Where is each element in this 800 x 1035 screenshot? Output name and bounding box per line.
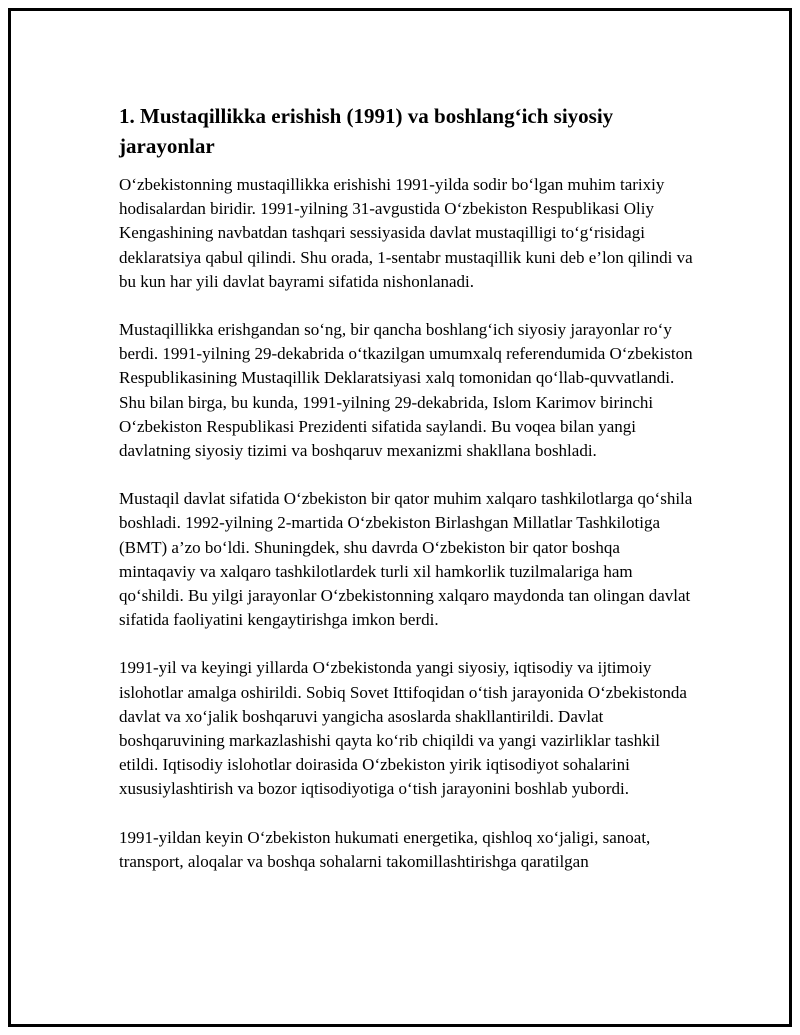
paragraph-international-organizations: Mustaqil davlat sifatida O‘zbekiston bir qator muhim xalqaro tashkilotlarga qo‘shila boshladi. 1992-yilning 2-martida O‘zbekiston Birlashgan Millatlar Tashkilotiga (BMT) a’zo bo‘ldi. Shuningdek, shu davrda O‘zbekiston bir qator boshqa mintaqaviy va xalqaro tashkilotlardek turli xil hamkorlik tuzilmalariga ham qo‘shildi. Bu yilgi jarayonlar O‘zbekistonning xalqaro maydonda tan olingan davlat sifatida faoliyatini kengaytirishga imkon berdi.	[119, 489, 693, 630]
paragraph-reforms: 1991-yil va keyingi yillarda O‘zbekistonda yangi siyosiy, iqtisodiy va ijtimoiy islohotlar amalga oshirildi. Sobiq Sovet Ittifoqidan o‘tish jarayonida O‘zbekistonda davlat va xo‘jalik boshqaruvi yangicha asoslarda shakllantirildi. Davlat boshqaruvining markazlashishi qayta ko‘rib chiqildi va yangi vazirliklar tashkil etildi. Iqtisodiy islohotlar doirasida O‘zbekiston yirik iqtisodiyot sohalarini xususiylashtirish va bozor iqtisodiyotiga o‘tish jarayonini boshlab yubordi.	[119, 658, 687, 799]
section-heading: 1. Mustaqillikka erishish (1991) va boshlang‘ich siyosiy jarayonlar	[119, 104, 614, 158]
page-frame	[8, 8, 792, 1027]
paragraph-political-processes: Mustaqillikka erishgandan so‘ng, bir qancha boshlang‘ich siyosiy jarayonlar ro‘y berdi. 1991-yilning 29-dekabrida o‘tkazilgan umumxalq referendumida O‘zbekiston Respublikasining Mustaqillik Deklaratsiyasi xalq tomonidan qo‘llab-quvvatlandi. Shu bilan birga, bu kunda, 1991-yilning 29-dekabrida, Islom Karimov birinchi O‘zbekiston Respublikasi Prezidenti sifatida saylandi. Bu voqea bilan yangi davlatning siyosiy tizimi va boshqaruv mexanizmi shakllana boshladi.	[119, 320, 693, 461]
paragraph-independence: O‘zbekistonning mustaqillikka erishishi 1991-yilda sodir bo‘lgan muhim tarixiy hodisalardan biridir. 1991-yilning 31-avgustida O‘zbekiston Respublikasi Oliy Kengashining navbatdan tashqari sessiyasida davlat mustaqilligi to‘g‘risidagi deklaratsiya qabul qilindi. Shu orada, 1-sentabr mustaqillik kuni deb e’lon qilindi va bu kun har yili davlat bayrami sifatida nishonlanadi.	[119, 175, 693, 291]
document-body	[119, 101, 699, 898]
paragraph-government-sectors: 1991-yildan keyin O‘zbekiston hukumati energetika, qishloq xo‘jaligi, sanoat, transport, aloqalar va boshqa sohalarni takomillashtirishga qaratilgan	[119, 827, 651, 871]
